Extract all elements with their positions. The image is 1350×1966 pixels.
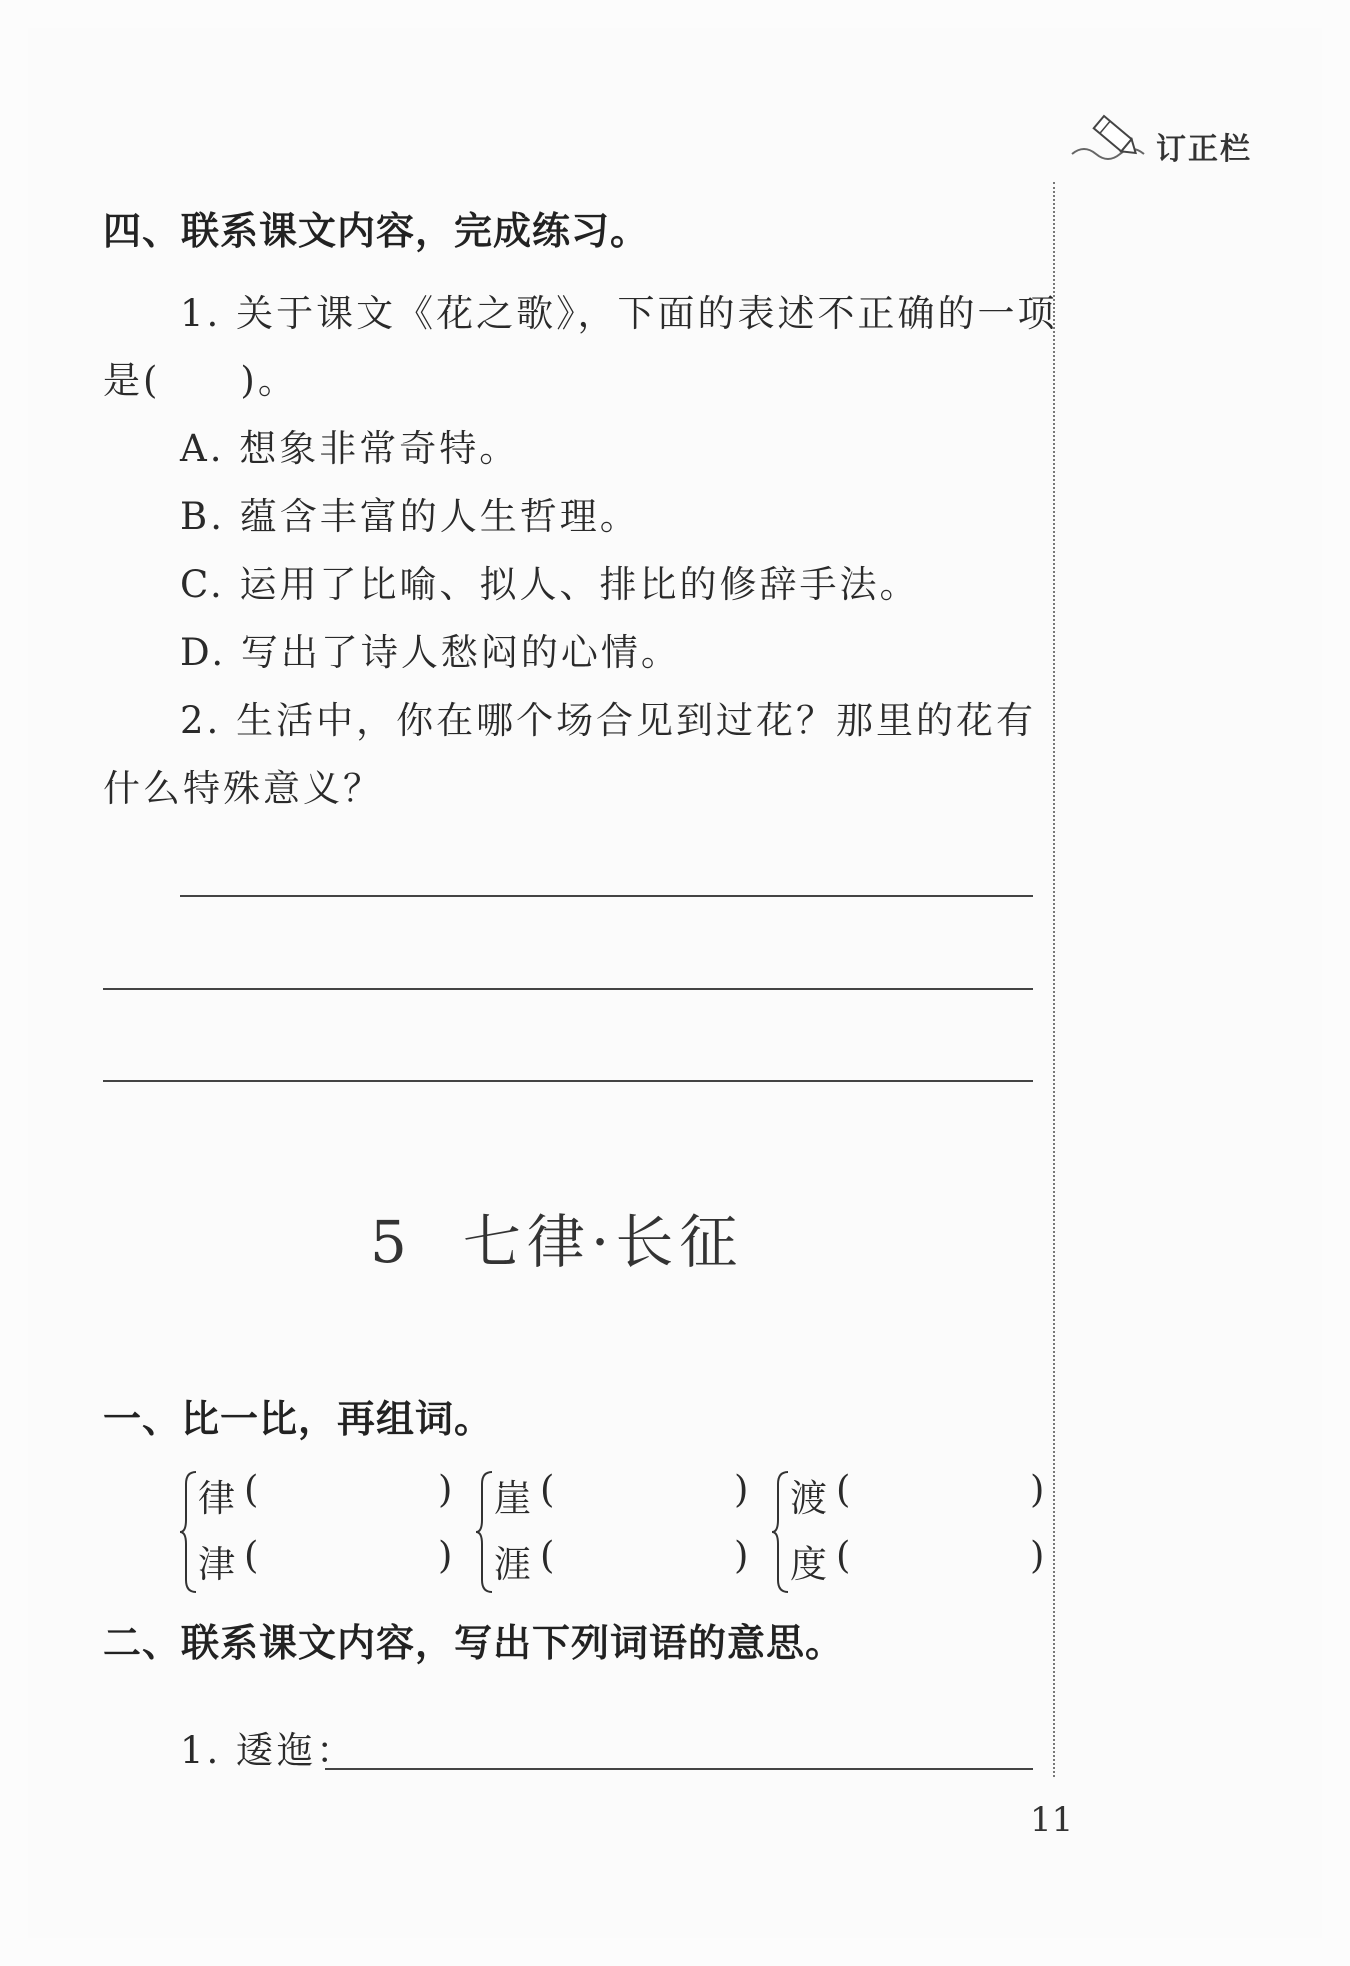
character: 涯 <box>494 1543 531 1586</box>
word-pair-top: 渡 ( ) <box>790 1468 1045 1520</box>
brace-icon <box>772 1468 792 1598</box>
brace-icon <box>476 1468 496 1598</box>
lesson-number: 5 <box>370 1208 413 1276</box>
word-pair <box>772 1468 1062 1608</box>
option-d: D. 写出了诗人愁闷的心情。 <box>180 631 681 674</box>
section-four-heading: 四、联系课文内容，完成练习。 <box>103 209 650 253</box>
question-2-text-continued: 什么特殊意义？ <box>103 767 383 810</box>
correction-column-title: 订正栏 <box>1156 132 1252 167</box>
question-1-text-continued: 是( )。 <box>103 359 298 402</box>
option-c: C. 运用了比喻、拟人、排比的修辞手法。 <box>180 563 920 606</box>
word-pair-bottom: 津 ( ) <box>198 1534 453 1586</box>
section-one-heading: 一、比一比，再组词。 <box>103 1397 494 1441</box>
word-pair <box>476 1468 766 1608</box>
word-pair-bottom: 涯 ( ) <box>494 1534 749 1586</box>
item-1-label: 1. 逶迤： <box>180 1729 357 1772</box>
lesson-name: 七律·长征 <box>462 1208 744 1276</box>
word-pair <box>180 1468 470 1608</box>
word-pair-top: 崖 ( ) <box>494 1468 749 1520</box>
word-pair-top: 律 ( ) <box>198 1468 453 1520</box>
character: 津 <box>198 1543 235 1586</box>
character: 度 <box>790 1543 827 1586</box>
word-pair-bottom: 度 ( ) <box>790 1534 1045 1586</box>
option-a: A. 想象非常奇特。 <box>180 427 520 470</box>
brace-icon <box>180 1468 200 1598</box>
option-b: B. 蕴含丰富的人生哲理。 <box>180 495 640 538</box>
answer-line[interactable] <box>103 988 1033 990</box>
lesson-title <box>370 1195 743 1279</box>
answer-line[interactable] <box>180 895 1033 897</box>
character: 律 <box>198 1477 235 1520</box>
character: 渡 <box>790 1477 827 1520</box>
question-1-text: 1. 关于课文《花之歌》，下面的表述不正确的一项 <box>180 292 1058 335</box>
page-number: 11 <box>1030 1800 1074 1840</box>
correction-column-label <box>1070 110 1280 170</box>
question-2-text: 2. 生活中，你在哪个场合见到过花？那里的花有 <box>180 699 1037 742</box>
section-two-heading: 二、联系课文内容，写出下列词语的意思。 <box>103 1621 845 1665</box>
answer-line[interactable] <box>325 1768 1033 1770</box>
answer-line[interactable] <box>103 1080 1033 1082</box>
character: 崖 <box>494 1477 531 1520</box>
